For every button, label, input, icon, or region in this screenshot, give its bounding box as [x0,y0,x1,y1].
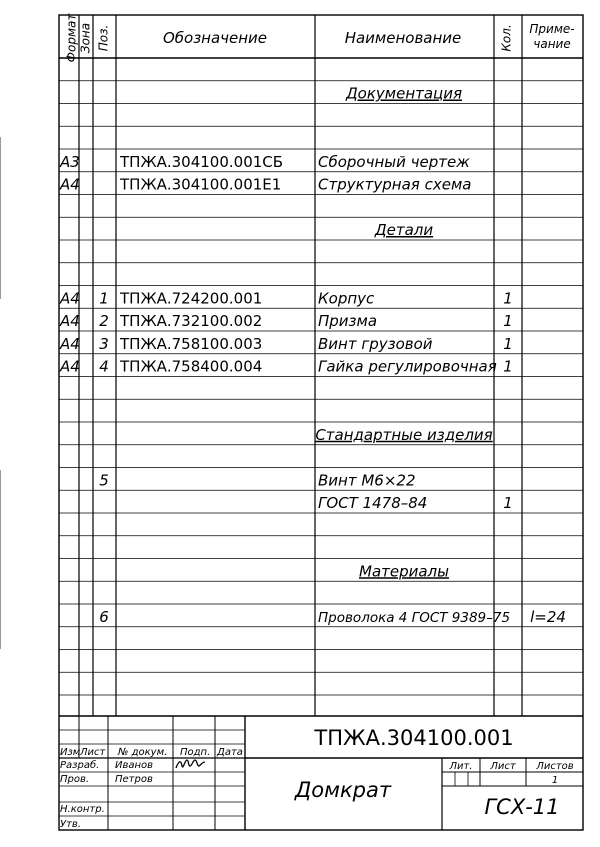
row-format: А3 [60,152,80,171]
name-develop: Иванов [115,760,154,771]
col-sign: Подп. [180,747,211,758]
row-qty: 1 [503,334,513,353]
row-designation: ТПЖА.724200.001 [120,289,263,308]
lit-label: Лит. [449,761,473,772]
section-heading: Стандартные изделия [315,425,493,444]
row-designation: ТПЖА.758100.003 [120,334,263,353]
signature [176,760,205,768]
row-qty: 1 [503,289,513,308]
role-norm: Н.контр. [60,804,105,815]
row-name: Винт грузовой [318,334,433,353]
header-note-line2: чание [533,37,571,51]
sheets-label: Листов [536,761,574,772]
row-pos: 2 [99,312,109,330]
row-qty: 1 [503,312,513,330]
row-designation: ТПЖА.758400.004 [120,357,263,376]
doc-number: ТПЖА.304100.001 [314,726,514,750]
row-name: Винт М6×22 [318,471,416,490]
sheet-frame [59,15,583,830]
section-heading: Детали [374,221,434,239]
col-list: Лист [80,747,106,758]
title-block-text [60,726,574,830]
sheet-label: Лист [490,761,516,772]
header-name: Наименование [344,29,462,47]
row-format: А4 [60,175,80,194]
section-heading: Документация [345,84,463,103]
row-format: А4 [60,289,80,308]
organization: ГСХ-11 [484,795,560,819]
row-designation: ТПЖА.304100.001Е1 [120,175,282,194]
row-name: Сборочный чертеж [318,152,470,171]
header-zone: Зона [78,22,93,54]
row-qty: 1 [503,357,513,376]
role-approve: Утв. [60,819,81,830]
table-header [65,13,575,63]
row-pos: 6 [99,607,109,626]
row-qty: 1 [503,494,513,512]
row-designation: ТПЖА.732100.002 [120,312,263,330]
table-body [59,85,566,626]
row-name: Корпус [318,289,375,308]
section-heading: Материалы [359,562,449,581]
product-name: Домкрат [294,778,392,802]
role-develop: Разраб. [60,760,100,771]
row-format: А4 [60,357,80,376]
header-pos: Поз. [96,24,111,52]
col-izm: Изм [60,747,81,758]
col-date: Дата [217,747,243,758]
row-name: Структурная схема [318,175,472,194]
row-pos: 1 [99,289,109,308]
row-format: А4 [60,312,80,330]
role-check: Пров. [60,774,90,785]
header-note-line1: Приме- [529,22,575,36]
row-name: ГОСТ 1478–84 [318,494,428,512]
header-designation: Обозначение [162,29,268,47]
row-name: Проволока 4 ГОСТ 9389–75 [318,609,511,626]
header-qty: Кол. [499,24,514,52]
col-doc: № докум. [118,747,168,758]
row-note: l=24 [530,607,566,626]
row-pos: 3 [99,334,109,353]
name-check: Петров [115,774,153,785]
row-pos: 4 [99,357,109,376]
row-pos: 5 [99,471,109,490]
header-format: Формат [64,13,79,63]
sheets-value: 1 [551,775,559,786]
row-format: А4 [60,334,80,353]
row-name: Призма [318,312,378,330]
row-designation: ТПЖА.304100.001СБ [120,152,284,171]
row-name: Гайка регулировочная [318,357,497,376]
